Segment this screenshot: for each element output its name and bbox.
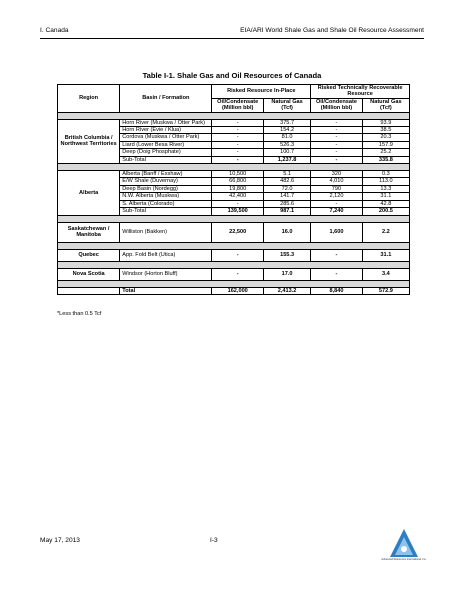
value-cell: 17.0 xyxy=(263,268,310,280)
value-cell: 2,413.2 xyxy=(263,287,310,294)
value-cell: 572.9 xyxy=(362,287,409,294)
total-row xyxy=(58,287,410,294)
region-cell: British Columbia / Northwest Territories xyxy=(58,119,120,163)
region-cell: Saskatchewan / Manitoba xyxy=(58,222,120,242)
table-row xyxy=(58,222,410,242)
value-cell: 10,500 xyxy=(212,171,264,178)
table-row xyxy=(58,249,410,261)
region-cell: Nova Scotia xyxy=(58,268,120,280)
value-cell: 157.9 xyxy=(362,141,409,148)
spacer-row xyxy=(58,261,410,268)
col-header-basin: Basin / Formation xyxy=(120,85,212,113)
header-section: I. Canada xyxy=(40,27,69,34)
value-cell: - xyxy=(212,149,264,156)
logo-caption: Advanced Resources International, Inc. xyxy=(381,558,427,561)
value-cell: - xyxy=(311,200,363,207)
basin-cell: Sub-Total xyxy=(120,156,212,163)
value-cell: 4,010 xyxy=(311,178,363,185)
value-cell: 1,237.8 xyxy=(263,156,310,163)
value-cell: 141.7 xyxy=(263,193,310,200)
basin-cell: Alberta (Banff / Exshaw) xyxy=(120,171,212,178)
value-cell: - xyxy=(212,134,264,141)
value-cell: 790 xyxy=(311,185,363,192)
col-header-region: Region xyxy=(58,85,120,113)
basin-cell: Total xyxy=(120,287,212,294)
col-group-inplace: Risked Resource In-Place xyxy=(212,85,311,99)
value-cell: 22,500 xyxy=(212,222,264,242)
col-header-gas-inplace: Natural Gas (Tcf) xyxy=(263,98,310,112)
value-cell: 155.3 xyxy=(263,249,310,261)
value-cell: 3.4 xyxy=(362,268,409,280)
value-cell: 5.1 xyxy=(263,171,310,178)
value-cell: 2,120 xyxy=(311,193,363,200)
value-cell: 285.6 xyxy=(263,200,310,207)
value-cell: - xyxy=(212,119,264,126)
resources-table xyxy=(57,84,410,295)
value-cell: 20.3 xyxy=(362,134,409,141)
footnote: *Less than 0.5 Tcf xyxy=(57,311,102,317)
value-cell: 320 xyxy=(311,171,363,178)
value-cell: 42.8 xyxy=(362,200,409,207)
value-cell: - xyxy=(212,141,264,148)
value-cell: - xyxy=(311,156,363,163)
basin-cell: Windsor (Horton Bluff) xyxy=(120,268,212,280)
value-cell: - xyxy=(311,119,363,126)
value-cell: 0.3 xyxy=(362,171,409,178)
value-cell: - xyxy=(212,268,264,280)
table-row xyxy=(58,119,410,126)
basin-cell: App. Fold Belt (Utica) xyxy=(120,249,212,261)
value-cell: - xyxy=(311,149,363,156)
value-cell: 31.1 xyxy=(362,193,409,200)
value-cell: 93.9 xyxy=(362,119,409,126)
value-cell: - xyxy=(212,200,264,207)
region-cell: Alberta xyxy=(58,171,120,215)
value-cell: 1,600 xyxy=(311,222,363,242)
basin-cell: Horn River (Muskwa / Otter Park) xyxy=(120,119,212,126)
value-cell: 8,840 xyxy=(311,287,363,294)
value-cell: - xyxy=(311,141,363,148)
col-group-recoverable: Risked Technically Recoverable Resource xyxy=(311,85,410,99)
table-row xyxy=(58,268,410,280)
value-cell: - xyxy=(311,249,363,261)
spacer-row xyxy=(58,242,410,249)
spacer-row xyxy=(58,215,410,222)
value-cell: 162,000 xyxy=(212,287,264,294)
footer-date: May 17, 2013 xyxy=(40,537,80,544)
value-cell: 987.1 xyxy=(263,208,310,215)
value-cell: 375.7 xyxy=(263,119,310,126)
header-report-title: EIA/ARI World Shale Gas and Shale Oil Resource Assessment xyxy=(240,27,424,34)
value-cell: 7,240 xyxy=(311,208,363,215)
table-title: Table I-1. Shale Gas and Oil Resources of Canada xyxy=(142,71,322,80)
value-cell: - xyxy=(311,127,363,134)
table-row xyxy=(58,171,410,178)
value-cell: - xyxy=(311,268,363,280)
value-cell: 19,800 xyxy=(212,185,264,192)
value-cell: 16.0 xyxy=(263,222,310,242)
value-cell: 100.7 xyxy=(263,149,310,156)
basin-cell: Liard (Lower Besa River) xyxy=(120,141,212,148)
basin-cell: S. Alberta (Colorado) xyxy=(120,200,212,207)
footer-page-number: I-3 xyxy=(210,537,218,544)
value-cell: 72.0 xyxy=(263,185,310,192)
value-cell: - xyxy=(212,249,264,261)
value-cell: 38.5 xyxy=(362,127,409,134)
ari-logo-icon xyxy=(388,527,420,569)
basin-cell: N.W. Alberta (Muskwa) xyxy=(120,193,212,200)
region-cell xyxy=(58,287,120,294)
value-cell: 31.1 xyxy=(362,249,409,261)
col-header-oil-inplace: Oil/Condensate (Million bbl) xyxy=(212,98,264,112)
value-cell: 200.5 xyxy=(362,208,409,215)
basin-cell: E/W Shale (Duvernay) xyxy=(120,178,212,185)
basin-cell: Cordova (Muskwa / Otter Park) xyxy=(120,134,212,141)
value-cell: 25.2 xyxy=(362,149,409,156)
value-cell: - xyxy=(212,156,264,163)
col-header-oil-recoverable: Oil/Condensate (Million bbl) xyxy=(311,98,363,112)
header-rule xyxy=(40,38,424,39)
basin-cell: Deep Basin (Nordegg) xyxy=(120,185,212,192)
value-cell: 526.3 xyxy=(263,141,310,148)
value-cell: 113.0 xyxy=(362,178,409,185)
col-header-gas-recoverable: Natural Gas (Tcf) xyxy=(362,98,409,112)
value-cell: 139,500 xyxy=(212,208,264,215)
basin-cell: Horn River (Evie / Klua) xyxy=(120,127,212,134)
value-cell: 482.6 xyxy=(263,178,310,185)
value-cell: - xyxy=(212,127,264,134)
spacer-row xyxy=(58,164,410,171)
region-cell: Quebec xyxy=(58,249,120,261)
spacer-row xyxy=(58,280,410,287)
basin-cell: Deep (Doig Phosphate) xyxy=(120,149,212,156)
value-cell: 2.2 xyxy=(362,222,409,242)
value-cell: - xyxy=(311,134,363,141)
value-cell: 13.3 xyxy=(362,185,409,192)
spacer-row xyxy=(58,112,410,119)
value-cell: 66,800 xyxy=(212,178,264,185)
basin-cell: Sub-Total xyxy=(120,208,212,215)
value-cell: 42,400 xyxy=(212,193,264,200)
value-cell: 154.2 xyxy=(263,127,310,134)
basin-cell: Williston (Bakken) xyxy=(120,222,212,242)
value-cell: 81.0 xyxy=(263,134,310,141)
value-cell: 335.8 xyxy=(362,156,409,163)
